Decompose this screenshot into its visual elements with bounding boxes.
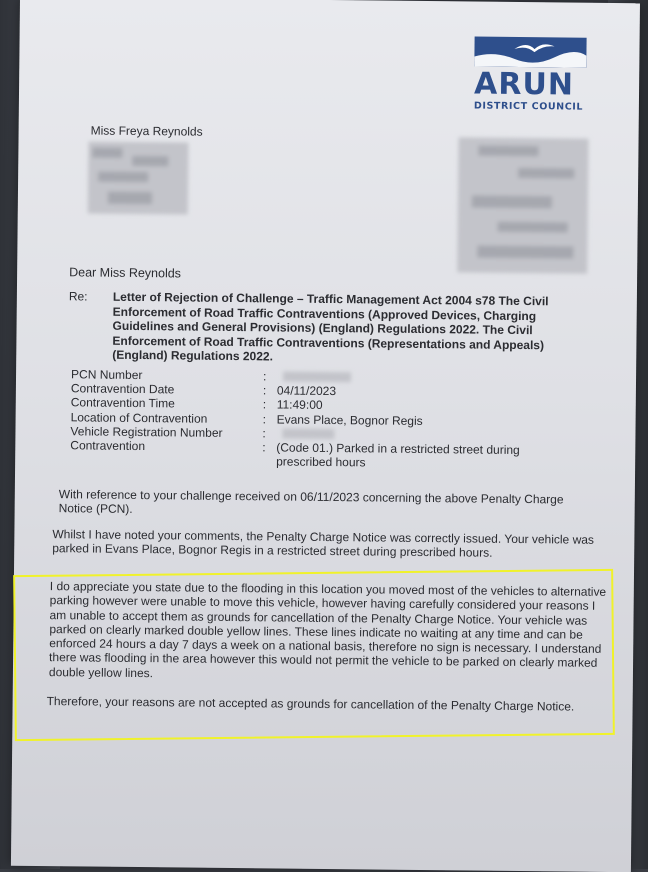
logo-subtitle: DISTRICT COUNCIL (474, 101, 586, 113)
logo-wordmark: ARUN (474, 69, 586, 102)
subject-text: Letter of Rejection of Challenge – Traffic Management Act 2004 s78 The Civil Enforcement of Road Traffic Contraventions (Approved Devices, Charging Guidelines and General Provisions) (England) Regulations 2022. The Civil Enforcement of Road Traffic Contraventions (Representations and Appeals) (England) Regulations 2022. (112, 290, 589, 367)
detail-value-redacted (277, 369, 557, 372)
highlight-box (13, 569, 615, 741)
detail-label: Contravention Time (71, 396, 271, 412)
paragraph-flooding-response: I do appreciate you state due to the flooding in this location you moved most of the vehicles to alternative parking however were unable to move this vehicle, however having carefully considered your reasons I am unable to accept them as grounds for cancellation of the Penalty Charge Notice. Your vehicle was parked on clearly marked double yellow lines. These lines indicate no waiting at any time and can be enforced 24 hours a day 7 days a week on a national basis, therefore no sign is necessary. I understand there was flooding in the area however this would not permit the vehicle to be parked on clearly marked double yellow lines. (49, 579, 610, 685)
detail-colon: : (262, 426, 265, 440)
detail-colon: : (263, 369, 266, 383)
detail-value: Evans Place, Bognor Regis (277, 412, 557, 429)
detail-label: PCN Number (71, 367, 271, 383)
detail-colon: : (262, 440, 265, 454)
redacted-recipient-address (88, 141, 189, 214)
paragraph-conclusion: Therefore, your reasons are not accepted as grounds for cancellation of the Penalty Charge Notice. (47, 694, 607, 714)
detail-value: 11:49:00 (277, 398, 557, 415)
salutation: Dear Miss Reynolds (69, 265, 181, 280)
detail-colon: : (263, 398, 266, 412)
paragraph-correctly-issued: Whilst I have noted your comments, the Penalty Charge Notice was correctly issued. Your vehicle was parked in Evans Place, Bognor Regis in a restricted street during prescribed hours. (52, 527, 608, 561)
pcn-details (70, 367, 71, 452)
seagull-icon (474, 37, 586, 68)
detail-label: Vehicle Registration Number (70, 424, 270, 440)
subject-label: Re: (69, 289, 88, 304)
redacted-council-address (457, 137, 588, 273)
detail-label: Location of Contravention (71, 410, 271, 426)
council-logo (474, 37, 587, 113)
logo-banner (474, 37, 586, 68)
detail-colon: : (263, 384, 266, 398)
recipient-name: Miss Freya Reynolds (91, 124, 203, 139)
detail-colon: : (263, 412, 266, 426)
detail-value: (Code 01.) Parked in a restricted street during prescribed hours (276, 440, 556, 471)
subject-block (68, 289, 589, 367)
detail-value: 04/11/2023 (277, 384, 557, 401)
detail-label: Contravention Date (71, 381, 271, 397)
detail-label: Contravention (70, 438, 270, 454)
letter-page (11, 0, 640, 872)
paragraph-reference: With reference to your challenge received on 06/11/2023 concerning the above Penalty Charge Notice (PCN). (59, 487, 599, 521)
